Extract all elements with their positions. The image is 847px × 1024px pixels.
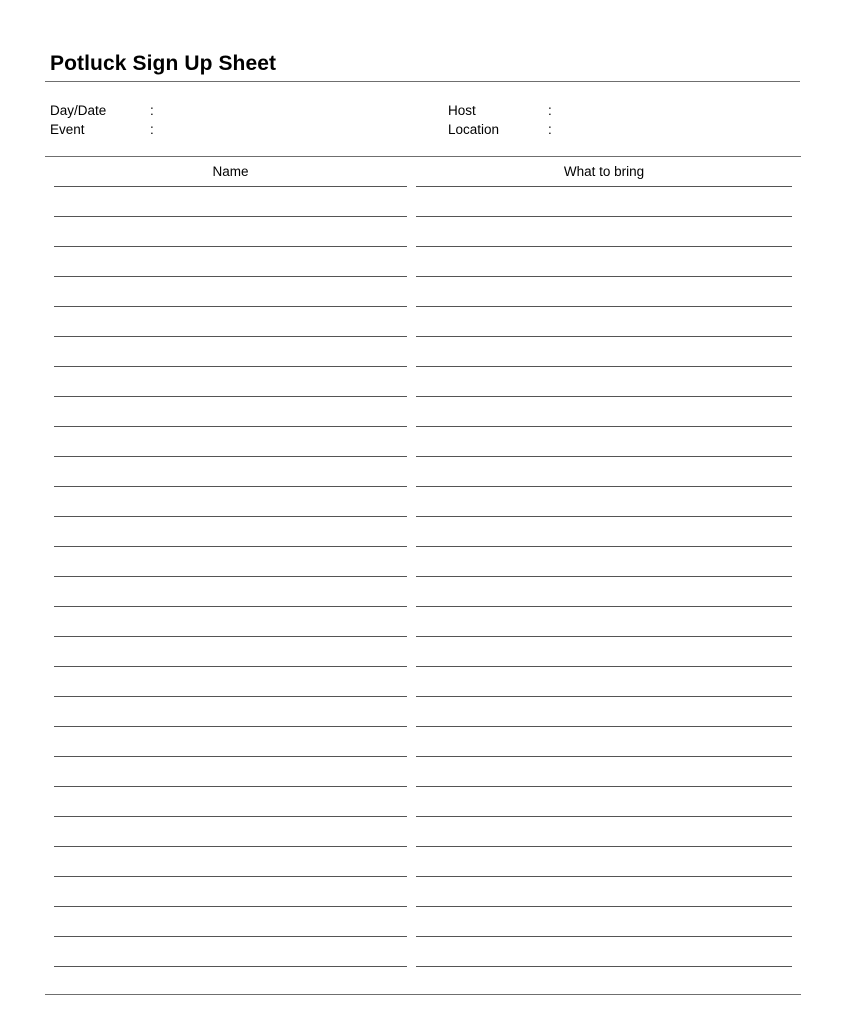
name-entry-line[interactable] (54, 366, 407, 367)
what-to-bring-entry-line[interactable] (416, 726, 792, 727)
what-to-bring-entry-line[interactable] (416, 936, 792, 937)
name-entry-line[interactable] (54, 906, 407, 907)
name-entry-line[interactable] (54, 456, 407, 457)
name-entry-line[interactable] (54, 666, 407, 667)
name-entry-line[interactable] (54, 726, 407, 727)
what-to-bring-entry-line[interactable] (416, 246, 792, 247)
what-to-bring-entry-line[interactable] (416, 906, 792, 907)
name-entry-line[interactable] (54, 576, 407, 577)
what-to-bring-entry-line[interactable] (416, 486, 792, 487)
what-to-bring-entry-line[interactable] (416, 756, 792, 757)
day-date-colon: : (150, 103, 154, 118)
name-entry-line[interactable] (54, 756, 407, 757)
name-entry-line[interactable] (54, 396, 407, 397)
what-to-bring-entry-line[interactable] (416, 546, 792, 547)
name-entry-line[interactable] (54, 816, 407, 817)
what-to-bring-entry-line[interactable] (416, 666, 792, 667)
what-to-bring-entry-line[interactable] (416, 876, 792, 877)
what-to-bring-entry-line[interactable] (416, 786, 792, 787)
what-to-bring-entry-line[interactable] (416, 366, 792, 367)
location-colon: : (548, 122, 552, 137)
name-entry-line[interactable] (54, 186, 407, 187)
what-to-bring-entry-line[interactable] (416, 636, 792, 637)
name-entry-line[interactable] (54, 606, 407, 607)
info-left (50, 101, 380, 141)
what-to-bring-entry-line[interactable] (416, 306, 792, 307)
host-label: Host (448, 103, 476, 118)
name-entry-line[interactable] (54, 246, 407, 247)
name-entry-line[interactable] (54, 846, 407, 847)
header-divider (45, 156, 801, 157)
what-to-bring-entry-line[interactable] (416, 816, 792, 817)
what-to-bring-entry-line[interactable] (416, 576, 792, 577)
location-label: Location (448, 122, 500, 137)
name-entry-line[interactable] (54, 486, 407, 487)
what-to-bring-entry-line[interactable] (416, 396, 792, 397)
name-entry-line[interactable] (54, 336, 407, 337)
name-entry-line[interactable] (54, 516, 407, 517)
what-to-bring-entry-line[interactable] (416, 216, 792, 217)
what-to-bring-entry-line[interactable] (416, 516, 792, 517)
what-to-bring-entry-line[interactable] (416, 606, 792, 607)
title-divider (45, 81, 800, 82)
name-entry-line[interactable] (54, 306, 407, 307)
column-header-name: Name (212, 164, 249, 179)
footer-divider (45, 994, 801, 995)
name-entry-line[interactable] (54, 876, 407, 877)
what-to-bring-entry-line[interactable] (416, 336, 792, 337)
day-date-label: Day/Date (50, 103, 107, 118)
page-title: Potluck Sign Up Sheet (50, 52, 277, 75)
event-label: Event (50, 122, 85, 137)
what-to-bring-entry-line[interactable] (416, 426, 792, 427)
what-to-bring-entry-line[interactable] (416, 276, 792, 277)
name-entry-line[interactable] (54, 426, 407, 427)
name-entry-line[interactable] (54, 636, 407, 637)
what-to-bring-entry-line[interactable] (416, 456, 792, 457)
name-entry-line[interactable] (54, 696, 407, 697)
name-entry-line[interactable] (54, 216, 407, 217)
name-entry-line[interactable] (54, 546, 407, 547)
info-right (448, 101, 778, 141)
name-entry-line[interactable] (54, 276, 407, 277)
what-to-bring-entry-line[interactable] (416, 186, 792, 187)
name-entry-line[interactable] (54, 786, 407, 787)
what-to-bring-entry-line[interactable] (416, 846, 792, 847)
name-entry-line[interactable] (54, 936, 407, 937)
what-to-bring-entry-line[interactable] (416, 966, 792, 967)
what-to-bring-entry-line[interactable] (416, 696, 792, 697)
column-header-what-to-bring: What to bring (563, 164, 645, 179)
name-entry-line[interactable] (54, 966, 407, 967)
event-colon: : (150, 122, 154, 137)
host-colon: : (548, 103, 552, 118)
